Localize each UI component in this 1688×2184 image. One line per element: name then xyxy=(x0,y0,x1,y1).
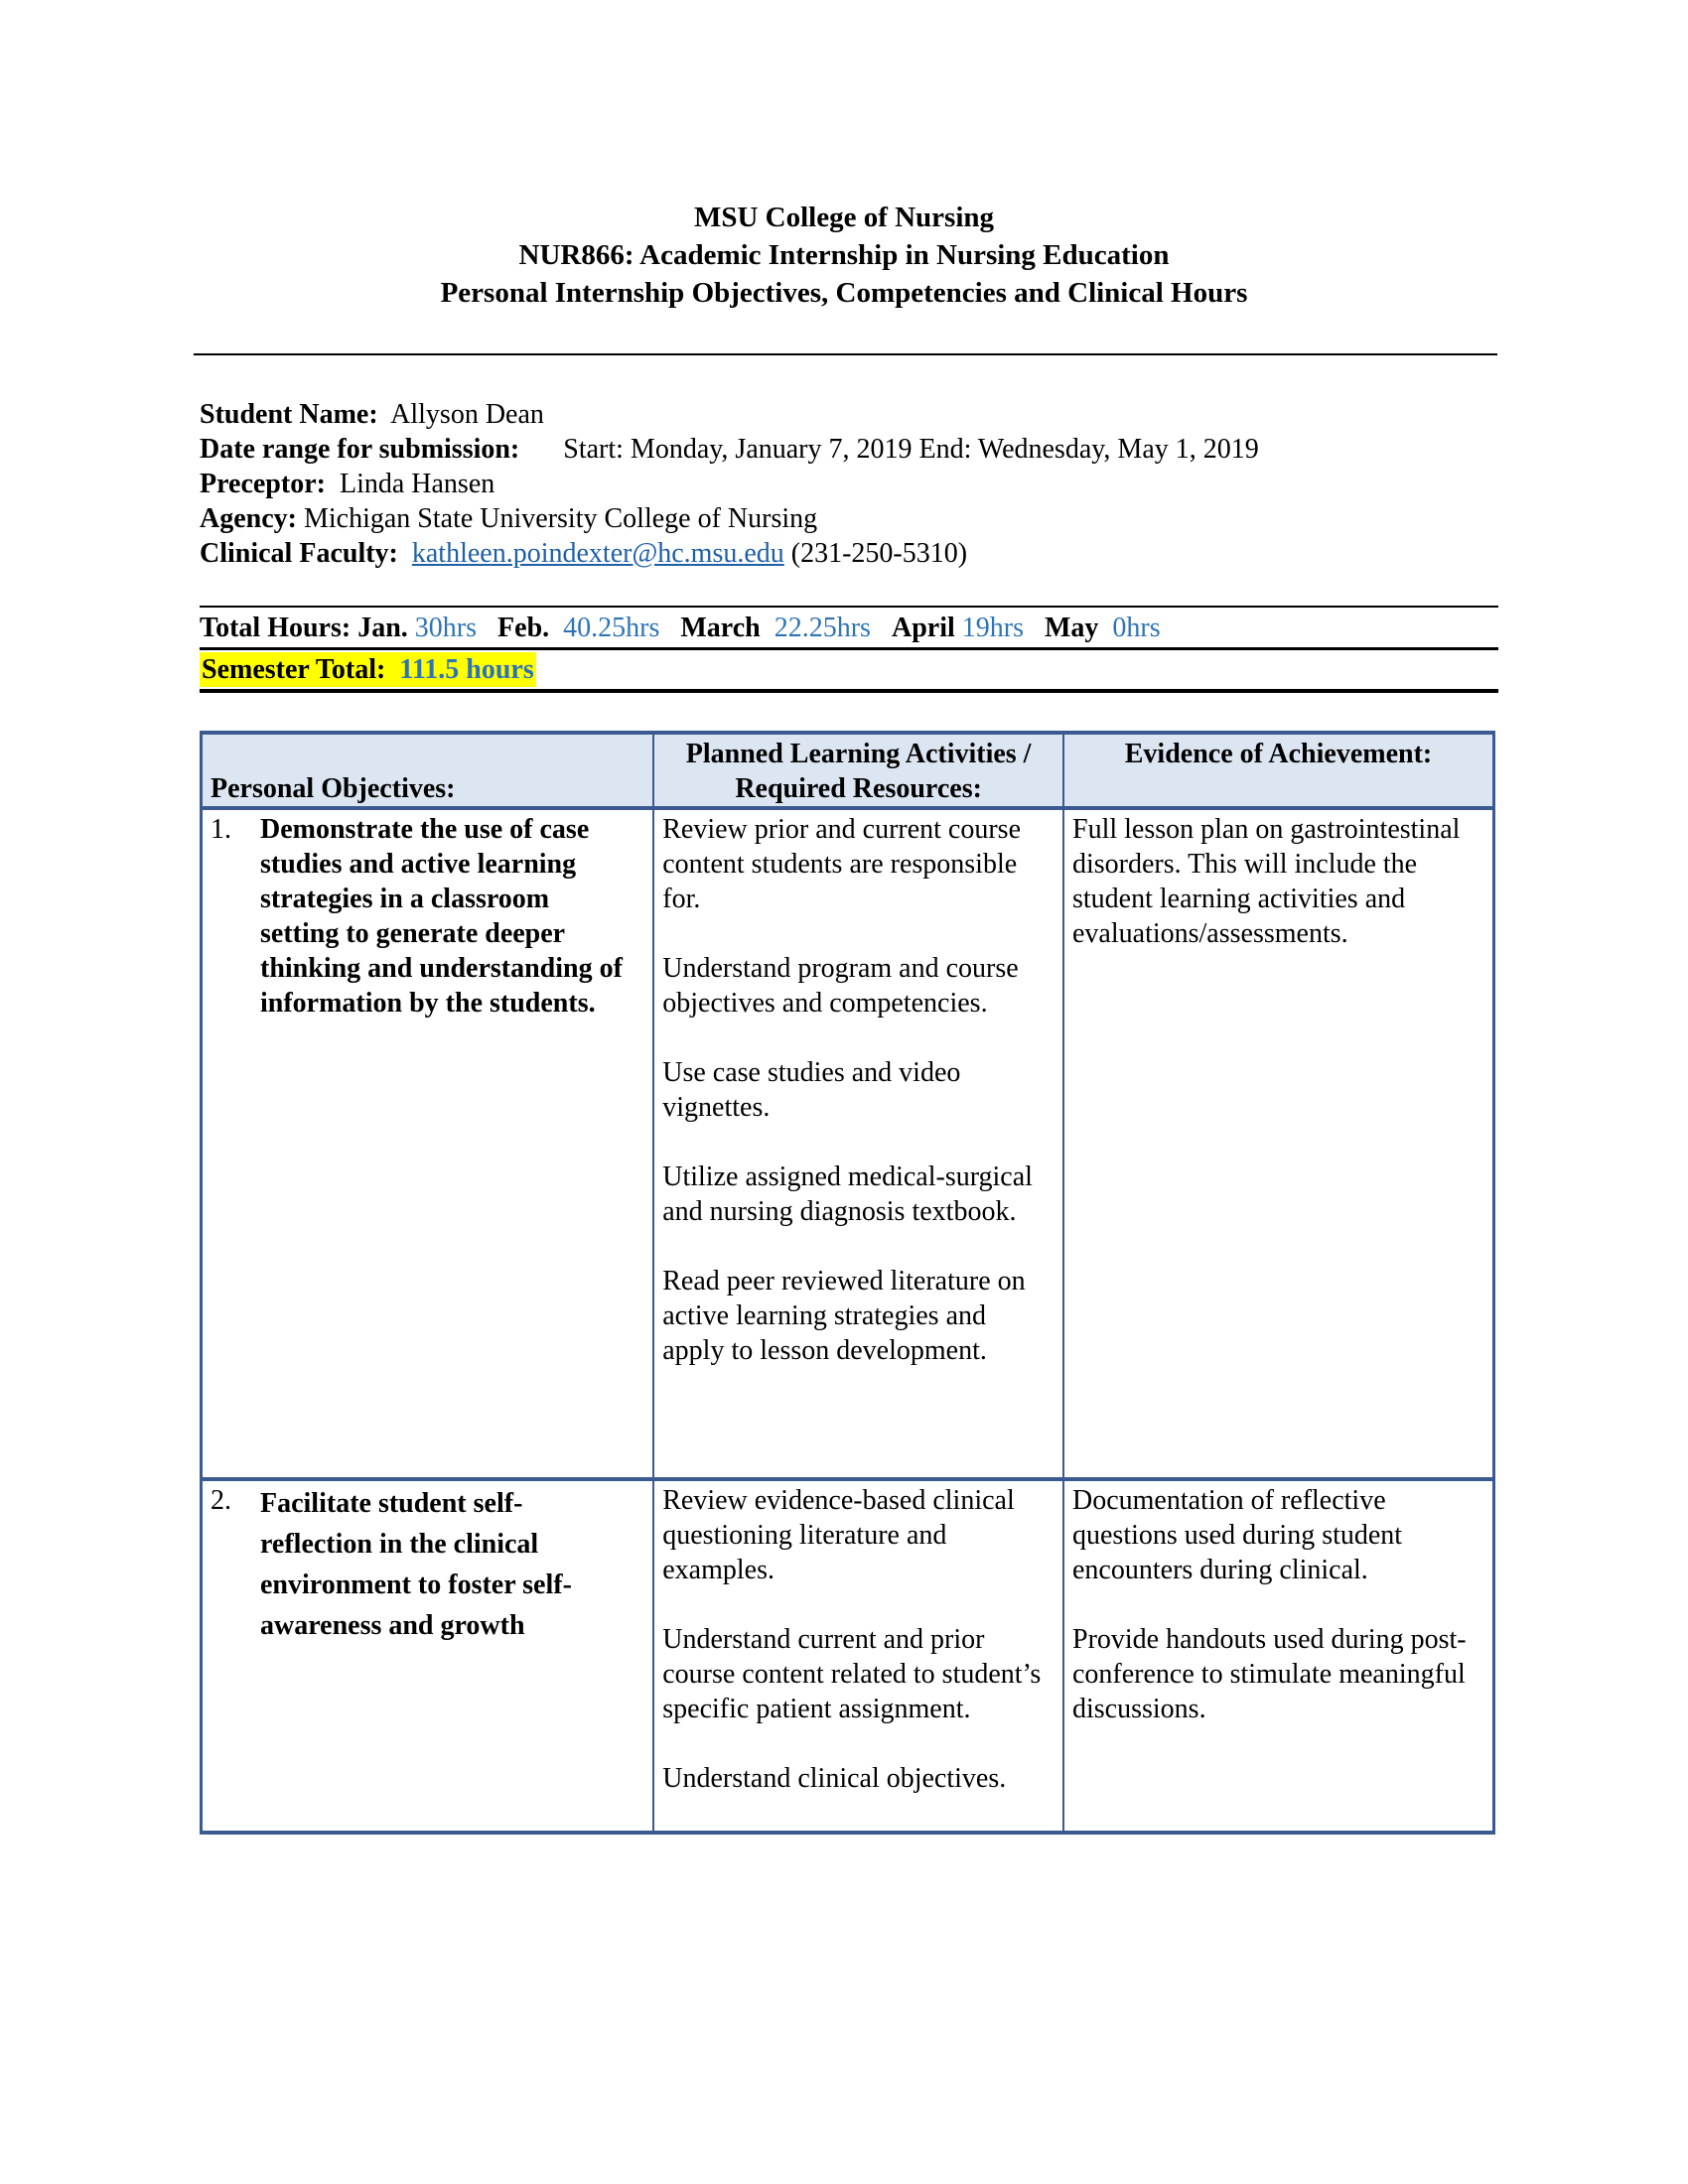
date-range-label: Date range for submission: xyxy=(200,434,520,465)
objective-text: Demonstrate the use of case studies and active learning strategies in a classroom setting to generate deeper thinking and understanding of information by the students. xyxy=(260,814,623,1019)
title-course: NUR866: Academic Internship in Nursing Education xyxy=(518,239,1170,271)
table-row xyxy=(202,1479,1494,1833)
activity-item: Review prior and current course content students are responsible for. xyxy=(662,814,1021,914)
month-jan-hours: 30hrs xyxy=(414,613,478,643)
objectives-table xyxy=(200,731,1495,1835)
month-march-hours: 22.25hrs xyxy=(774,613,871,643)
header-planned-activities: Planned Learning Activities / Required Resources: xyxy=(653,733,1063,808)
header-personal-objectives: Personal Objectives: xyxy=(202,733,654,808)
preceptor-label: Preceptor: xyxy=(200,469,326,499)
activity-item: Use case studies and video vignettes. xyxy=(662,1057,961,1123)
semester-total-label: Semester Total: xyxy=(202,654,386,685)
semester-total-value: 111.5 hours xyxy=(399,654,534,685)
activity-item: Understand clinical objectives. xyxy=(662,1763,1007,1794)
preceptor-value: Linda Hansen xyxy=(339,469,495,499)
student-info xyxy=(200,397,1259,571)
activity-item: Read peer reviewed literature on active learning strategies and apply to lesson development. xyxy=(662,1266,1026,1366)
month-may-label: May xyxy=(1044,613,1099,643)
activity-item: Understand program and course objectives and competencies. xyxy=(662,953,1019,1019)
evidence-item: Documentation of reflective questions used during student encounters during clinical. xyxy=(1072,1485,1403,1585)
month-may-hours: 0hrs xyxy=(1112,613,1161,643)
student-name-label: Student Name: xyxy=(200,399,378,430)
document-title xyxy=(0,199,1688,312)
evidence-cell xyxy=(1063,1479,1494,1833)
objective-number: 1. xyxy=(211,814,231,845)
title-institution: MSU College of Nursing xyxy=(693,202,995,233)
month-april-hours: 19hrs xyxy=(961,613,1024,643)
objective-cell xyxy=(202,808,654,1479)
date-range-row xyxy=(200,432,1259,467)
activities-cell xyxy=(653,808,1063,1479)
activities-cell xyxy=(653,1479,1063,1833)
month-april-label: April xyxy=(891,613,955,643)
student-name-value: Allyson Dean xyxy=(390,399,544,430)
month-march-label: March xyxy=(680,613,761,643)
preceptor-row xyxy=(200,467,1259,501)
agency-label: Agency: xyxy=(200,503,297,534)
table-header-row xyxy=(202,733,1494,808)
month-feb-hours: 40.25hrs xyxy=(563,613,660,643)
semester-total-row xyxy=(200,652,536,687)
hours-divider-middle xyxy=(200,647,1498,650)
faculty-phone: (231-250-5310) xyxy=(790,538,968,569)
agency-value: Michigan State University College of Nursing xyxy=(303,503,818,534)
objective-number: 2. xyxy=(211,1485,231,1516)
objective-text: Facilitate student self-reflection in the clinical environment to foster self-awareness and growth xyxy=(260,1488,572,1641)
activity-item: Understand current and prior course content related to student’s specific patient assignment. xyxy=(662,1624,1042,1724)
faculty-email-link[interactable]: kathleen.poindexter@hc.msu.edu xyxy=(411,538,784,569)
objective-cell xyxy=(202,1479,654,1833)
hours-divider-top xyxy=(200,606,1498,608)
header-divider xyxy=(194,353,1497,355)
evidence-cell xyxy=(1063,808,1494,1479)
table-row xyxy=(202,808,1494,1479)
agency-row xyxy=(200,501,1259,536)
date-range-value: Start: Monday, January 7, 2019 End: Wednesday, May 1, 2019 xyxy=(563,434,1259,465)
clinical-faculty-row xyxy=(200,536,1259,571)
total-hours-row xyxy=(200,611,1161,646)
month-jan-label: Jan. xyxy=(357,613,408,643)
header-evidence: Evidence of Achievement: xyxy=(1063,733,1494,808)
student-name-row xyxy=(200,397,1259,432)
month-feb-label: Feb. xyxy=(497,613,550,643)
activity-item: Review evidence-based clinical questioning literature and examples. xyxy=(662,1485,1015,1585)
title-form: Personal Internship Objectives, Competencies and Clinical Hours xyxy=(440,277,1248,309)
evidence-item: Provide handouts used during post-conference to stimulate meaningful discussions. xyxy=(1072,1624,1467,1724)
evidence-item: Full lesson plan on gastrointestinal disorders. This will include the student learning activities and evaluations/assessments. xyxy=(1072,814,1461,949)
hours-divider-bottom xyxy=(200,689,1498,693)
total-hours-label: Total Hours: xyxy=(200,613,352,643)
clinical-faculty-label: Clinical Faculty: xyxy=(200,538,398,569)
activity-item: Utilize assigned medical-surgical and nursing diagnosis textbook. xyxy=(662,1161,1033,1227)
